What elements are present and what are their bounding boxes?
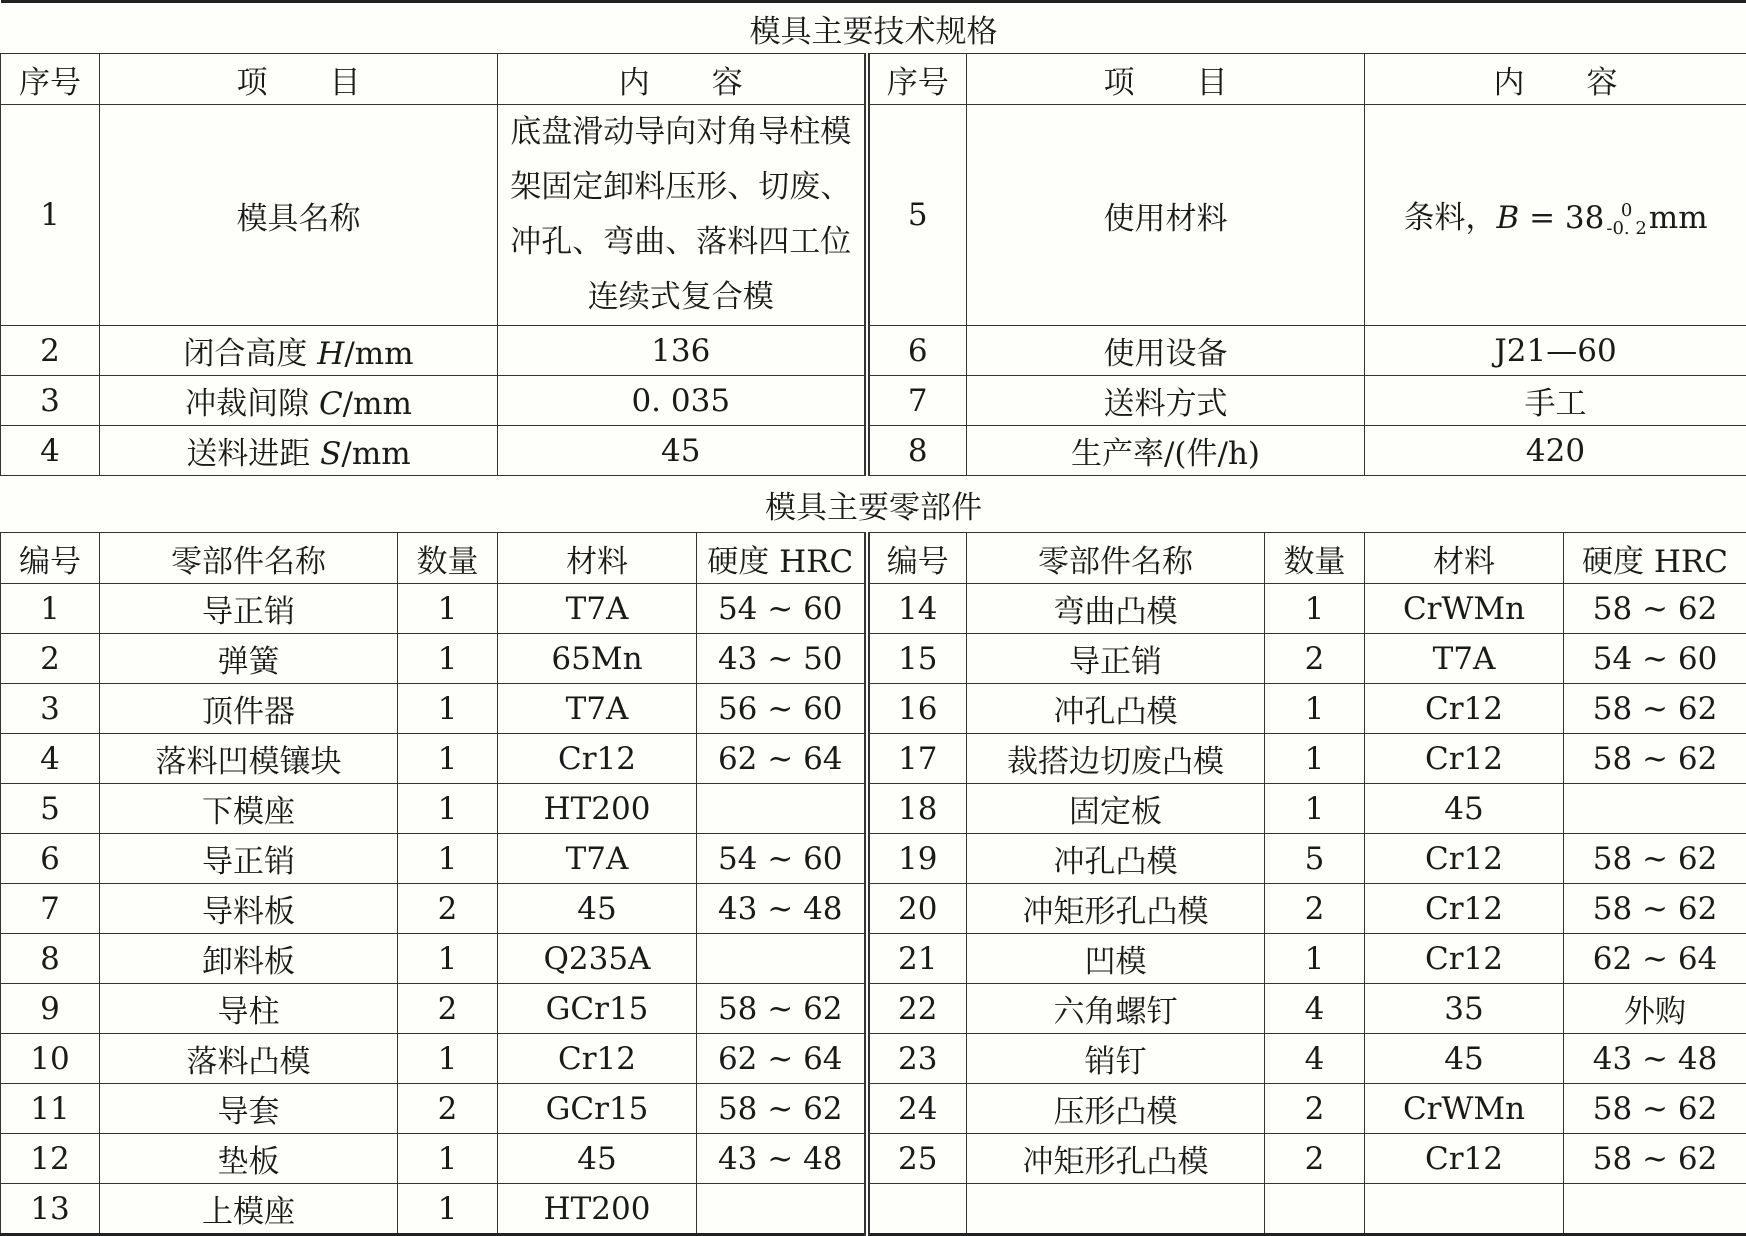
part-hardness: 62 ~ 64 [697, 734, 867, 784]
tolerance [1606, 202, 1646, 238]
part-name: 导正销 [967, 634, 1265, 684]
part-qty: 1 [1265, 934, 1365, 984]
part-material: Q235A [498, 934, 697, 984]
part-no: 20 [867, 884, 967, 934]
part-no: 21 [867, 934, 967, 984]
spec-item [100, 376, 498, 426]
material-prefix: 条料， [1403, 200, 1496, 236]
spec-title: 模具主要技术规格 [1, 2, 1746, 54]
part-name: 上模座 [100, 1184, 398, 1235]
part-hardness: 43 ~ 48 [697, 884, 867, 934]
part-material: 45 [1365, 1034, 1564, 1084]
spec-content: 45 [498, 426, 867, 476]
part-no: 14 [867, 584, 967, 634]
part-qty: 1 [1265, 784, 1365, 834]
part-no: 1 [1, 584, 100, 634]
part-material: 35 [1365, 984, 1564, 1034]
part-qty: 1 [398, 734, 498, 784]
table-row [1, 1134, 1746, 1184]
table-row [1, 934, 1746, 984]
part-hardness: 58 ~ 62 [1564, 584, 1746, 634]
table-row [1, 1084, 1746, 1134]
part-material: Cr12 [1365, 834, 1564, 884]
part-hardness [1564, 1184, 1746, 1235]
spec-item: 生产率/(件/h) [967, 426, 1365, 476]
part-name: 导料板 [100, 884, 398, 934]
part-material: CrWMn [1365, 584, 1564, 634]
spec-header-no-right: 序号 [867, 54, 967, 105]
part-name: 固定板 [967, 784, 1265, 834]
part-hardness: 54 ~ 60 [1564, 634, 1746, 684]
table-row [1, 1184, 1746, 1235]
spec-content: J21—60 [1365, 326, 1746, 376]
part-name: 落料凹模镶块 [100, 734, 398, 784]
parts-header-material: 材料 [498, 533, 697, 584]
spec-row [1, 426, 1746, 476]
part-name: 冲孔凸模 [967, 834, 1265, 884]
parts-header-material: 材料 [1365, 533, 1564, 584]
part-qty: 1 [398, 934, 498, 984]
part-name: 凹模 [967, 934, 1265, 984]
part-hardness: 58 ~ 62 [1564, 1134, 1746, 1184]
part-hardness: 58 ~ 62 [697, 984, 867, 1034]
spec-content: 底盘滑动导向对角导柱模架固定卸料压形、切废、冲孔、弯曲、落料四工位连续式复合模 [498, 105, 867, 326]
part-name [967, 1184, 1265, 1235]
part-no: 17 [867, 734, 967, 784]
part-material: Cr12 [498, 734, 697, 784]
part-hardness: 58 ~ 62 [697, 1084, 867, 1134]
part-no: 12 [1, 1134, 100, 1184]
spec-item: 使用设备 [967, 326, 1365, 376]
spec-no: 8 [867, 426, 967, 476]
part-material [1365, 1184, 1564, 1235]
part-no: 25 [867, 1134, 967, 1184]
part-material: Cr12 [498, 1034, 697, 1084]
part-hardness: 58 ~ 62 [1564, 834, 1746, 884]
item-text: 闭合高度 [183, 336, 317, 372]
part-material: HT200 [498, 784, 697, 834]
part-material: CrWMn [1365, 1084, 1564, 1134]
part-hardness [1564, 784, 1746, 834]
part-qty: 1 [398, 634, 498, 684]
part-name: 裁搭边切废凸模 [967, 734, 1265, 784]
part-no: 6 [1, 834, 100, 884]
part-name: 导柱 [100, 984, 398, 1034]
part-name: 顶件器 [100, 684, 398, 734]
part-name: 导套 [100, 1084, 398, 1134]
part-name: 弹簧 [100, 634, 398, 684]
part-name: 冲孔凸模 [967, 684, 1265, 734]
item-unit: /mm [344, 336, 413, 372]
spec-no: 3 [1, 376, 100, 426]
tolerance-upper: 0 [1606, 202, 1646, 220]
part-hardness [697, 934, 867, 984]
part-hardness: 43 ~ 48 [697, 1134, 867, 1184]
spec-item [100, 326, 498, 376]
part-qty: 1 [1265, 584, 1365, 634]
spec-content-material [1365, 105, 1746, 326]
parts-header-qty: 数量 [398, 533, 498, 584]
item-unit: /mm [343, 386, 412, 422]
part-no: 22 [867, 984, 967, 1034]
spec-no: 4 [1, 426, 100, 476]
part-name: 落料凸模 [100, 1034, 398, 1084]
part-no: 9 [1, 984, 100, 1034]
part-no: 23 [867, 1034, 967, 1084]
material-eq: = 38 [1519, 200, 1604, 236]
part-name: 弯曲凸模 [967, 584, 1265, 634]
spec-item: 送料方式 [967, 376, 1365, 426]
part-qty: 1 [398, 684, 498, 734]
part-qty: 4 [1265, 1034, 1365, 1084]
item-unit: /mm [341, 436, 410, 472]
spec-item: 使用材料 [967, 105, 1365, 326]
part-hardness [697, 784, 867, 834]
table-row [1, 834, 1746, 884]
spec-row [1, 326, 1746, 376]
part-qty: 2 [398, 884, 498, 934]
part-hardness: 58 ~ 62 [1564, 734, 1746, 784]
spec-header-item-left: 项 目 [100, 54, 498, 105]
spec-row [1, 376, 1746, 426]
item-var: H [317, 336, 344, 372]
part-material: Cr12 [1365, 934, 1564, 984]
part-material: GCr15 [498, 984, 697, 1034]
part-no: 15 [867, 634, 967, 684]
part-qty: 1 [398, 584, 498, 634]
part-material: Cr12 [1365, 884, 1564, 934]
part-no: 18 [867, 784, 967, 834]
part-no: 13 [1, 1184, 100, 1235]
spec-no: 2 [1, 326, 100, 376]
parts-header-hardness: 硬度 HRC [697, 533, 867, 584]
part-hardness: 54 ~ 60 [697, 584, 867, 634]
parts-header-no: 编号 [867, 533, 967, 584]
table-row [1, 884, 1746, 934]
table-row [1, 634, 1746, 684]
part-qty: 5 [1265, 834, 1365, 884]
part-qty: 2 [1265, 1134, 1365, 1184]
part-hardness: 58 ~ 62 [1564, 884, 1746, 934]
part-hardness: 62 ~ 64 [1564, 934, 1746, 984]
part-qty: 2 [398, 984, 498, 1034]
part-qty: 1 [398, 1184, 498, 1235]
part-no [867, 1184, 967, 1235]
table-row [1, 784, 1746, 834]
parts-header-hardness: 硬度 HRC [1564, 533, 1746, 584]
part-material: 45 [1365, 784, 1564, 834]
part-qty: 1 [398, 1134, 498, 1184]
spec-header-content-right: 内 容 [1365, 54, 1746, 105]
parts-header-no: 编号 [1, 533, 100, 584]
part-name: 卸料板 [100, 934, 398, 984]
part-material: Cr12 [1365, 1134, 1564, 1184]
table-row [1, 684, 1746, 734]
spec-content: 136 [498, 326, 867, 376]
part-no: 4 [1, 734, 100, 784]
part-no: 2 [1, 634, 100, 684]
spec-item [100, 426, 498, 476]
part-hardness: 43 ~ 48 [1564, 1034, 1746, 1084]
part-no: 19 [867, 834, 967, 884]
part-name: 压形凸模 [967, 1084, 1265, 1134]
part-name: 冲矩形孔凸模 [967, 884, 1265, 934]
spec-no: 1 [1, 105, 100, 326]
part-material: 65Mn [498, 634, 697, 684]
material-unit: mm [1649, 200, 1708, 236]
part-name: 导正销 [100, 584, 398, 634]
part-qty: 2 [398, 1084, 498, 1134]
spec-header-row [1, 54, 1746, 105]
parts-caption-row [1, 476, 1746, 533]
spec-header-item-right: 项 目 [967, 54, 1365, 105]
part-material: T7A [498, 834, 697, 884]
part-material: T7A [498, 684, 697, 734]
part-hardness: 43 ~ 50 [697, 634, 867, 684]
parts-header-name: 零部件名称 [100, 533, 398, 584]
part-hardness: 56 ~ 60 [697, 684, 867, 734]
part-hardness: 外购 [1564, 984, 1746, 1034]
part-qty: 2 [1265, 634, 1365, 684]
part-qty: 1 [1265, 734, 1365, 784]
spec-row [1, 105, 1746, 326]
part-hardness: 58 ~ 62 [1564, 1084, 1746, 1134]
parts-header-name: 零部件名称 [967, 533, 1265, 584]
part-hardness [697, 1184, 867, 1235]
spec-content: 420 [1365, 426, 1746, 476]
part-material: GCr15 [498, 1084, 697, 1134]
part-qty: 1 [398, 834, 498, 884]
spec-no: 7 [867, 376, 967, 426]
tolerance-lower: -0. 2 [1606, 220, 1646, 238]
part-qty: 4 [1265, 984, 1365, 1034]
part-qty [1265, 1184, 1365, 1235]
spec-header-no-left: 序号 [1, 54, 100, 105]
part-qty: 2 [1265, 1084, 1365, 1134]
part-material: Cr12 [1365, 684, 1564, 734]
part-material: HT200 [498, 1184, 697, 1235]
part-name: 六角螺钉 [967, 984, 1265, 1034]
part-no: 16 [867, 684, 967, 734]
spec-content: 手工 [1365, 376, 1746, 426]
spec-no: 5 [867, 105, 967, 326]
part-no: 8 [1, 934, 100, 984]
spec-caption-row [1, 2, 1746, 54]
table-row [1, 1034, 1746, 1084]
table-row [1, 584, 1746, 634]
parts-header-qty: 数量 [1265, 533, 1365, 584]
part-no: 5 [1, 784, 100, 834]
spec-header-content-left: 内 容 [498, 54, 867, 105]
item-text: 冲裁间隙 [185, 386, 319, 422]
part-no: 7 [1, 884, 100, 934]
parts-title: 模具主要零部件 [1, 476, 1746, 533]
parts-header-row [1, 533, 1746, 584]
part-hardness: 62 ~ 64 [697, 1034, 867, 1084]
part-name: 冲矩形孔凸模 [967, 1134, 1265, 1184]
spec-item: 模具名称 [100, 105, 498, 326]
part-qty: 2 [1265, 884, 1365, 934]
material-var: B [1496, 200, 1519, 236]
table-row [1, 984, 1746, 1034]
part-name: 导正销 [100, 834, 398, 884]
part-hardness: 58 ~ 62 [1564, 684, 1746, 734]
part-no: 3 [1, 684, 100, 734]
spec-no: 6 [867, 326, 967, 376]
spec-content: 0. 035 [498, 376, 867, 426]
item-text: 送料进距 [186, 436, 320, 472]
part-name: 垫板 [100, 1134, 398, 1184]
part-material: T7A [1365, 634, 1564, 684]
table-row [1, 734, 1746, 784]
item-var: S [320, 436, 341, 472]
part-qty: 1 [1265, 684, 1365, 734]
item-var: C [319, 386, 343, 422]
part-material: 45 [498, 1134, 697, 1184]
part-name: 下模座 [100, 784, 398, 834]
part-material: 45 [498, 884, 697, 934]
part-name: 销钉 [967, 1034, 1265, 1084]
part-hardness: 54 ~ 60 [697, 834, 867, 884]
part-qty: 1 [398, 1034, 498, 1084]
part-material: Cr12 [1365, 734, 1564, 784]
part-no: 24 [867, 1084, 967, 1134]
part-material: T7A [498, 584, 697, 634]
part-no: 10 [1, 1034, 100, 1084]
parts-body [1, 584, 1746, 1235]
part-no: 11 [1, 1084, 100, 1134]
part-qty: 1 [398, 784, 498, 834]
